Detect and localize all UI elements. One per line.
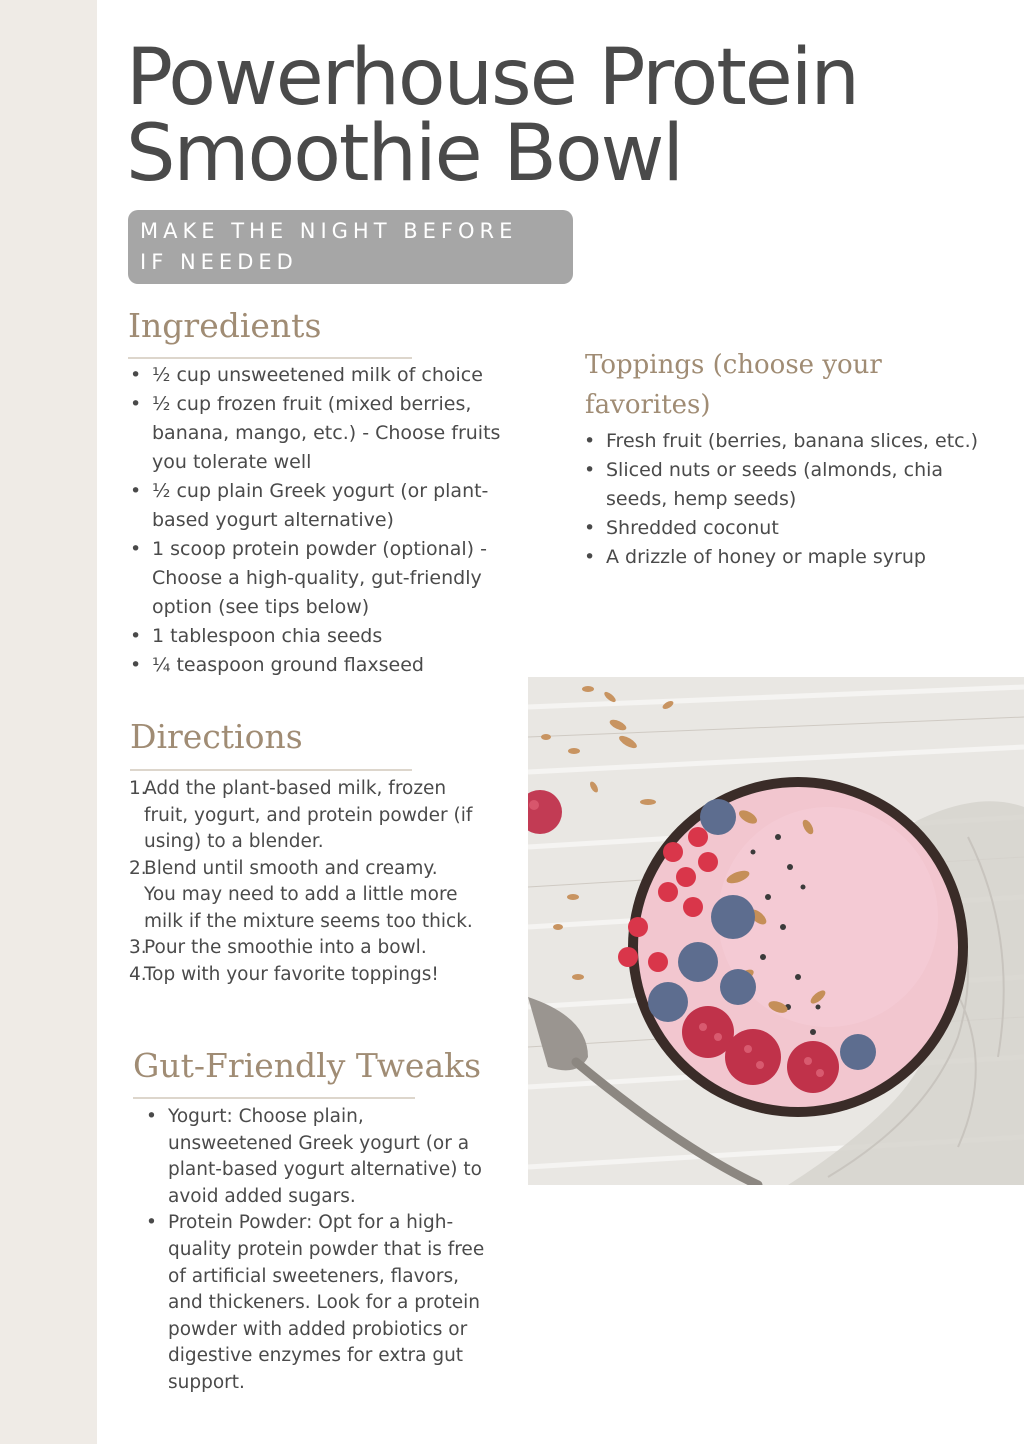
ingredients-list: [128, 361, 528, 680]
direction-step: [129, 935, 474, 962]
step-text: Top with your favorite toppings!: [144, 963, 439, 985]
directions-rule: [130, 769, 412, 771]
tweaks-heading: Gut-Friendly Tweaks: [133, 1046, 482, 1085]
title-line-1: Powerhouse Protein: [126, 33, 858, 123]
toppings-list: [582, 427, 982, 572]
toppings-heading: [585, 345, 882, 425]
tweak-item: • Yogurt: Choose plain, unsweetened Greek yogurt (or a plant-based yogurt alternative) to avoid added sugars.: [144, 1104, 489, 1210]
ingredient-item: • ¼ teaspoon ground flaxseed: [128, 651, 528, 680]
side-band: [0, 0, 97, 1444]
directions-list: [129, 776, 474, 988]
ingredients-rule: [128, 357, 412, 359]
ingredient-item: • 1 tablespoon chia seeds: [128, 622, 528, 651]
ingredient-item: • 1 scoop protein powder (optional) - Choose a high-quality, gut-friendly option (see tips below): [128, 535, 528, 622]
tweaks-rule: [133, 1097, 415, 1099]
step-number: 1.: [129, 778, 147, 799]
toppings-heading-line-1: Toppings (choose your: [585, 350, 882, 380]
direction-step: [129, 856, 474, 936]
step-number: 3.: [129, 937, 147, 958]
topping-item: • Sliced nuts or seeds (almonds, chia seeds, hemp seeds): [582, 456, 982, 514]
ingredient-item: • ½ cup plain Greek yogurt (or plant-based yogurt alternative): [128, 477, 528, 535]
direction-step: [129, 962, 474, 989]
step-text: Add the plant-based milk, frozen fruit, yogurt, and protein powder (if using) to a blender.: [144, 778, 473, 852]
step-number: 2.: [129, 857, 147, 879]
tweaks-list: [144, 1104, 489, 1397]
smoothie-bowl-photo: [528, 677, 1024, 1185]
ingredient-item: • ½ cup frozen fruit (mixed berries, banana, mango, etc.) - Choose fruits you tolerate well: [128, 390, 528, 477]
page-title: [126, 33, 1006, 199]
toppings-heading-line-2: favorites): [585, 390, 711, 420]
directions-heading: Directions: [130, 717, 303, 756]
step-text: Blend until smooth and creamy. You may need to add a little more milk if the mixture seems too thick.: [144, 857, 473, 932]
title-line-2: Smoothie Bowl: [126, 109, 683, 199]
tag-line-2: IF NEEDED: [140, 250, 298, 274]
topping-item: • Fresh fruit (berries, banana slices, etc.): [582, 427, 982, 456]
ingredient-item: • ½ cup unsweetened milk of choice: [128, 361, 528, 390]
topping-item: • Shredded coconut: [582, 514, 982, 543]
tweak-item: • Protein Powder: Opt for a high-quality protein powder that is free of artificial sweeteners, flavors, and thickeners. Look for a protein powder with added probiotics or digestive enzymes for extra gut support.: [144, 1210, 489, 1396]
step-number: 4.: [129, 963, 147, 985]
step-text: Pour the smoothie into a bowl.: [144, 937, 427, 958]
topping-item: • A drizzle of honey or maple syrup: [582, 543, 982, 572]
ingredients-heading: Ingredients: [128, 306, 322, 345]
direction-step: [129, 776, 474, 856]
make-ahead-tag: [128, 210, 573, 284]
tag-line-1: MAKE THE NIGHT BEFORE: [140, 219, 518, 243]
